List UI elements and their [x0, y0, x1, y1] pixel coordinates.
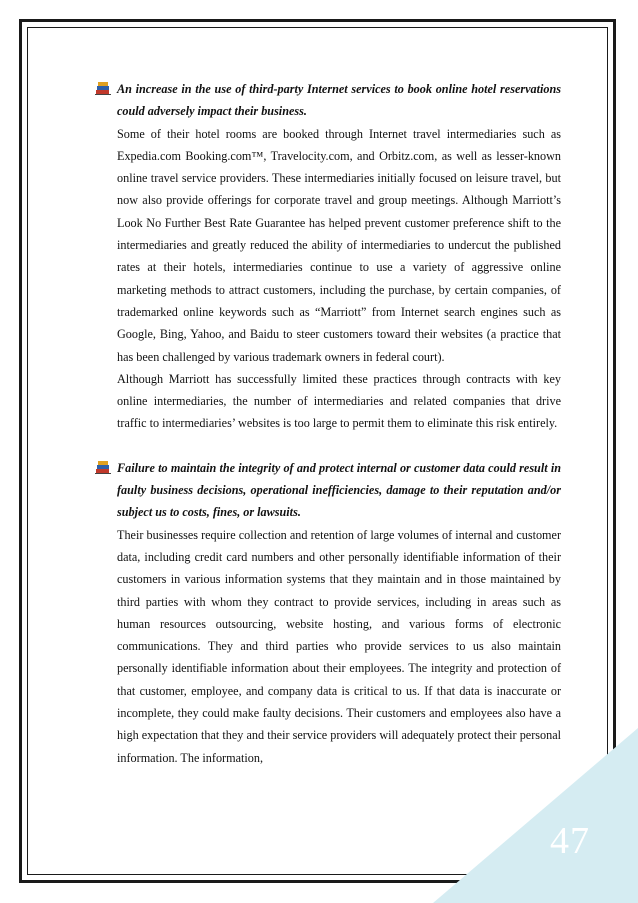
section-paragraph: Although Marriott has successfully limited these practices through contracts with key online intermediaries, the number of intermediaries and related companies that drive traffic to intermediaries’ websites is too large to permit them to eliminate this risk entirely.: [117, 371, 561, 431]
document-body: [117, 78, 561, 791]
stacked-books-icon: [95, 460, 111, 474]
page-number: 47: [550, 820, 590, 862]
section-heading: An increase in the use of third-party Internet services to book online hotel reservations could adversely impact their business.: [117, 82, 561, 119]
section-heading: Failure to maintain the integrity of and protect internal or customer data could result in faulty business decisions, operational inefficiencies, damage to their reputation and/or subject us to costs, fines, or lawsuits.: [117, 460, 561, 520]
section-paragraph: Their businesses require collection and retention of large volumes of internal and customer data, including credit card numbers and other personally identifiable information of their customers in various information systems that they maintain and in those maintained by third parties with whom they contract to provide services, including in areas such as human resources outsourcing, website hosting, and various forms of electronic communications. They and third parties who provide services to us also maintain personally identifiable information about their employees. The integrity and protection of that customer, employee, and company data is critical to us. If that data is inaccurate or incomplete, they could make faulty decisions. Their customers and employees also have a high expectation that they and their service providers will adequately protect their personal information. The information,: [117, 527, 561, 765]
section-third-party-booking: [117, 78, 561, 435]
section-paragraph: Some of their hotel rooms are booked through Internet travel intermediaries such as Expedia.com Booking.com™, Travelocity.com, and Orbitz.com, as well as lesser-known online travel service providers. These intermediaries initially focused on leisure travel, but now also provide offerings for corporate travel and group meetings. Although Marriott’s Look No Further Best Rate Guarantee has helped prevent customer preference shift to the intermediaries and greatly reduced the ability of intermediaries to undercut the published rates at their hotels, intermediaries continue to use a variety of aggressive online marketing methods to attract customers, including the purchase, by certain companies, of trademarked online keywords such as “Marriott” from Internet search engines such as Google, Bing, Yahoo, and Baidu to steer customers toward their websites (a practice that has been challenged by various trademark owners in federal court).: [117, 126, 561, 364]
stacked-books-icon: [95, 81, 111, 95]
section-data-integrity: [117, 457, 561, 769]
